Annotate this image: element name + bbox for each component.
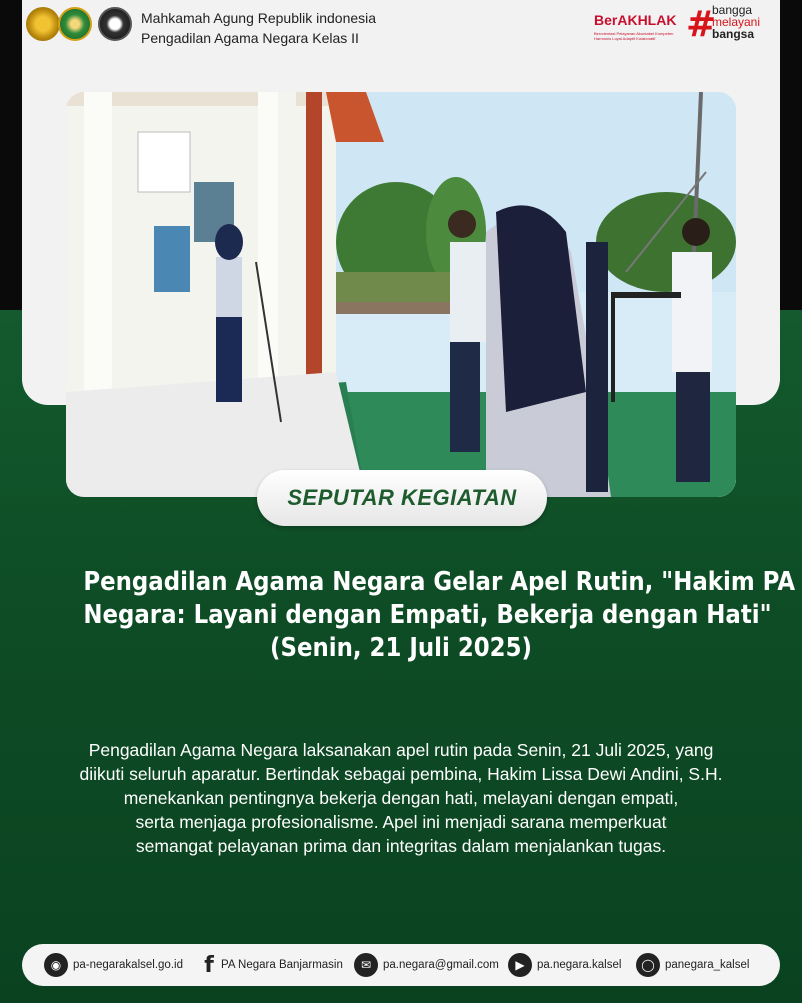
title-line-2: Negara: Layani dengan Empati, Bekerja dengan Hati" [83,600,772,630]
body-line-2: diikuti seluruh aparatur. Bertindak sebagai pembina, Hakim Lissa Dewi Andini, S.H. [79,764,723,784]
court-seal-logo [98,7,132,41]
footer-instagram[interactable] [636,953,749,977]
title-line-3: (Senin, 21 Juli 2025) [270,633,532,663]
bangsa-line: bangsa [712,27,755,41]
website-text: pa-negarakalsel.go.id [73,959,183,971]
mahkamah-agung-logo [26,7,60,41]
org-name-line2: Pengadilan Agama Negara Kelas II [141,30,359,46]
mail-icon: ✉ [354,953,378,977]
youtube-text: pa.negara.kalsel [537,959,622,971]
berakhlak-subtitle: Berorientasi Pelayanan Akuntabel Kompeten Harmonis Loyal Adaptif Kolaboratif [594,31,674,41]
event-photo [66,92,736,497]
facebook-icon: f [204,952,214,978]
facebook-text: PA Negara Banjarmasin [221,959,343,971]
category-label: SEPUTAR KEGIATAN [287,485,517,510]
header [22,0,780,60]
instagram-icon: ◯ [636,953,660,977]
body-line-1: Pengadilan Agama Negara laksanakan apel rutin pada Senin, 21 Juli 2025, yang [88,740,714,760]
bangga-line: bangga [712,3,753,17]
footer-email[interactable] [354,953,499,977]
youtube-icon: ▶ [508,953,532,977]
instagram-text: panegara_kalsel [665,959,750,971]
email-text: pa.negara@gmail.com [383,959,499,971]
footer-website[interactable] [44,953,183,977]
article-title [83,566,796,665]
article-body [30,738,772,858]
footer-youtube[interactable] [508,953,621,977]
globe-icon: ◉ [44,953,68,977]
body-line-3: menekankan pentingnya bekerja dengan hati, melayani dengan empati, [123,788,679,808]
melayani-line: melayani [712,15,761,29]
footer-contact-bar [22,944,780,986]
title-line-1: Pengadilan Agama Negara Gelar Apel Rutin, "Hakim PA [83,567,796,597]
hashtag-icon: # [686,4,717,45]
pengadilan-agama-logo [58,7,92,41]
body-line-5: semangat pelayanan prima dan integritas dalam menjalankan tugas. [135,836,667,856]
footer-facebook[interactable] [202,953,343,977]
body-line-4: serta menjaga profesionalisme. Apel ini menjadi sarana memperkuat [135,812,667,832]
event-photo-illustration [66,92,736,497]
bangga-melayani-bangsa-logo [712,4,760,40]
org-name-line1: Mahkamah Agung Republik indonesia [141,10,377,26]
berakhlak-logo: BerAKHLAK [594,12,677,28]
category-badge [257,470,547,526]
